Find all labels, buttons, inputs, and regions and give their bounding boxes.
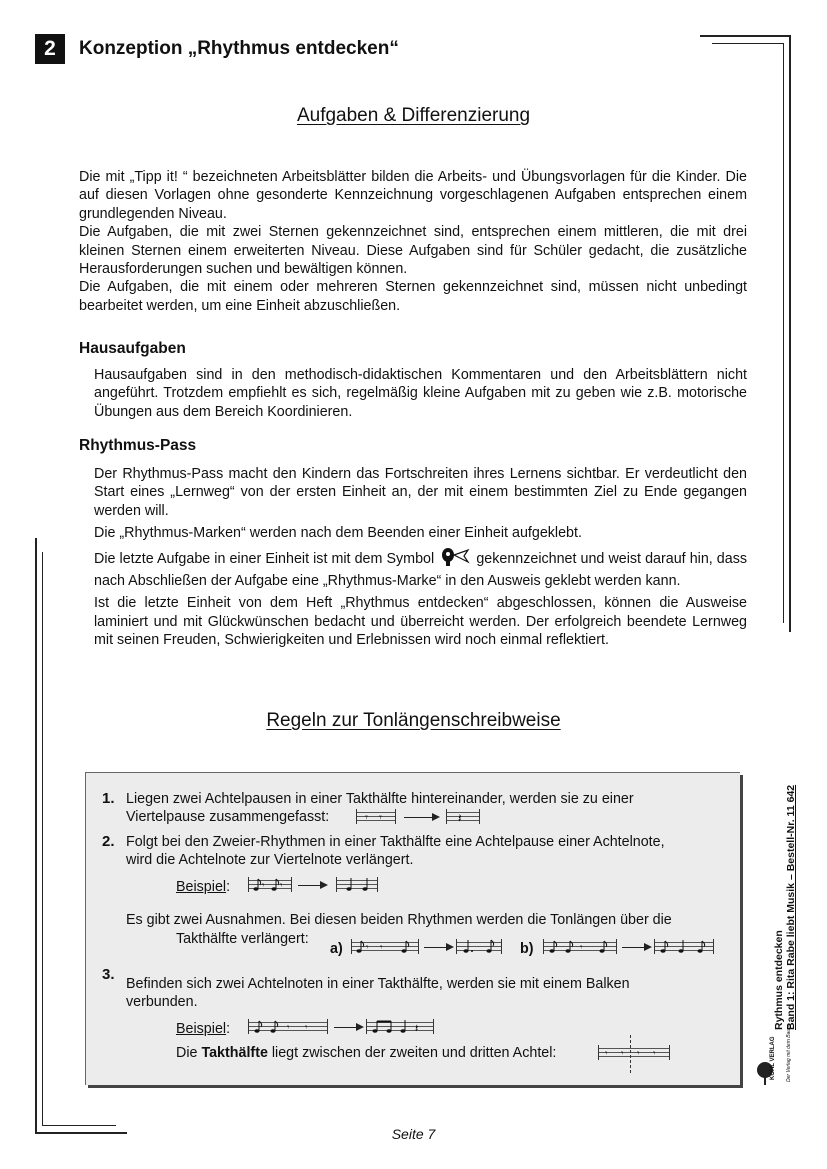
rhythm-staff-half-bar bbox=[598, 1045, 670, 1060]
frame-line-left bbox=[35, 538, 37, 1134]
pass-paragraph-3-start: Die letzte Aufgabe in einer Einheit ist mit dem Symbol bbox=[94, 550, 435, 567]
dotted-quarter-icon bbox=[457, 939, 501, 954]
example-label-1: Beispiel: bbox=[176, 879, 231, 895]
svg-text:𝄾: 𝄾 bbox=[262, 881, 265, 891]
hausaufgaben-text bbox=[94, 366, 747, 425]
beamed-eighths-icon bbox=[367, 1019, 433, 1034]
svg-text:𝄾: 𝄾 bbox=[280, 881, 283, 891]
four-eighth-rests-icon bbox=[599, 1045, 669, 1060]
chapter-number: 2 bbox=[35, 34, 65, 64]
rhythm-staff-example-2 bbox=[248, 877, 292, 892]
svg-text:𝄾: 𝄾 bbox=[637, 1049, 640, 1059]
svg-text:𝄾: 𝄾 bbox=[287, 1023, 290, 1033]
svg-text:𝄾: 𝄾 bbox=[305, 1023, 308, 1033]
section-title-aufgaben: Aufgaben & Differenzierung bbox=[296, 105, 531, 126]
frame-line-left2 bbox=[42, 552, 43, 1126]
rhythmus-marke-icon bbox=[440, 547, 470, 572]
arrow-icon bbox=[622, 947, 650, 948]
frame-line-top2 bbox=[712, 43, 784, 44]
pass-paragraph-2: Die „Rhythmus-Marken“ werden nach dem Beenden einer Einheit aufgeklebt. bbox=[94, 525, 582, 542]
rhythm-staff-exception-b bbox=[543, 939, 617, 954]
example-label-2: Beispiel: bbox=[176, 1021, 231, 1037]
exception-line-1: Es gibt zwei Ausnahmen. Bei diesen beiden Rhythmen werden die Tonlängen über die bbox=[126, 912, 672, 928]
rule-1-number: 1. bbox=[102, 790, 115, 807]
rules-box bbox=[85, 772, 740, 1085]
exception-b-label: b) bbox=[520, 941, 534, 957]
page-number: Seite 7 bbox=[391, 1126, 436, 1142]
rhythm-staff-quarter-notes bbox=[336, 877, 378, 892]
rule-3-line-1: Befinden sich zwei Achtelnoten in einer Takthälfte, werden sie mit einem Balken bbox=[126, 976, 630, 992]
exception-line-2: Takthälfte verlängert: bbox=[176, 931, 309, 947]
example-label-text: Beispiel bbox=[176, 879, 227, 895]
arrow-icon bbox=[298, 885, 326, 886]
arrow-icon bbox=[424, 947, 452, 948]
svg-text:𝄾: 𝄾 bbox=[621, 1049, 624, 1059]
pass-paragraph-4: Ist die letzte Einheit von dem Heft „Rhythmus entdecken“ abgeschlossen, können die Ausweise laminiert und mit Glückwünschen bedacht und überreicht werden. Der erfolgreich beendete Lernweg mit seinen Freuden, Schwierigkeiten und Erlebnissen wird noch einmal reflektiert. bbox=[94, 595, 747, 649]
svg-text:𝄾: 𝄾 bbox=[605, 1049, 608, 1059]
svg-text:𝄽: 𝄽 bbox=[458, 811, 462, 824]
svg-text:𝄾: 𝄾 bbox=[380, 943, 383, 953]
rule-3-line-2: verbunden. bbox=[126, 994, 198, 1010]
exception-a-label: a) bbox=[330, 941, 343, 957]
rhythm-staff-beamed bbox=[366, 1019, 434, 1034]
arrow-icon bbox=[334, 1027, 362, 1028]
svg-text:𝄾: 𝄾 bbox=[366, 943, 369, 953]
takthaelfte-bold: Takthälfte bbox=[201, 1045, 268, 1061]
quarter-notes-icon bbox=[337, 877, 377, 892]
rule-1-line-1: Liegen zwei Achtelpausen in einer Takthälfte hintereinander, werden sie zu einer bbox=[126, 791, 634, 807]
rhythm-staff-example-3 bbox=[248, 1019, 328, 1034]
intro-paragraph: Die Aufgaben, die mit einem oder mehreren Sternen gekennzeichnet sind, müssen nicht unbedingt bearbeitet werden, um eine Einheit abzuschließen. bbox=[79, 279, 747, 314]
pass-paragraph-1: Der Rhythmus-Pass macht den Kindern das Fortschreiten ihres Lernens sichtbar. Er verdeutlicht den Start eines „Lernweg“ von der ersten Einheit an, der mit einem bestimmten Ziel zu Ende gegangen werden will. bbox=[94, 466, 747, 519]
half-bar-divider bbox=[630, 1035, 631, 1073]
subheading-rhythmus-pass: Rhythmus-Pass bbox=[79, 437, 197, 454]
rhythm-staff-two-eighth-rests bbox=[356, 809, 396, 824]
eighth-notes-icon bbox=[249, 877, 291, 892]
rhythm-staff-exception-a bbox=[351, 939, 419, 954]
intro-paragraph: Die mit „Tipp it! “ bezeichneten Arbeitsblätter bilden die Arbeits- und Übungsvorlagen für die Kinder. Die auf diesen Vorlagen ohne gesonderte Kennzeichnung vorgeschlagenen Aufgaben entsprechen einem grundlegenden Niveau. bbox=[79, 169, 747, 222]
side-band: Band 1: Rita Rabe liebt Musik – Bestell-Nr. 11 642 bbox=[785, 784, 797, 1030]
takthaelfte-suffix: liegt zwischen der zweiten und dritten Achtel: bbox=[267, 1045, 557, 1061]
subheading-hausaufgaben: Hausaufgaben bbox=[79, 340, 186, 357]
rule-2-number: 2. bbox=[102, 833, 115, 850]
publisher-slogan: Der Verlag mit dem Baum bbox=[786, 1024, 792, 1082]
rhythm-staff-quarter-rest bbox=[446, 809, 480, 824]
intro-text bbox=[79, 168, 747, 315]
svg-text:𝄾: 𝄾 bbox=[653, 1049, 656, 1059]
exception-b-notes-icon bbox=[544, 939, 616, 954]
chapter-title: Konzeption „Rhythmus entdecken“ bbox=[79, 38, 399, 59]
rule-2-line-1: Folgt bei den Zweier-Rhythmen in einer Takthälfte eine Achtelpause einer Achtelnote, bbox=[126, 834, 665, 850]
rhythm-staff-exception-a-result bbox=[456, 939, 502, 954]
rule-1-line-2: Viertelpause zusammengefasst: bbox=[126, 809, 330, 825]
pass-paragraph-3 bbox=[94, 547, 747, 591]
svg-text:𝄾: 𝄾 bbox=[580, 943, 583, 953]
svg-text:𝄾: 𝄾 bbox=[379, 811, 382, 824]
example-label-text: Beispiel bbox=[176, 1021, 227, 1037]
rhythmus-pass-text bbox=[94, 465, 747, 654]
side-title: Rythmus entdecken bbox=[773, 930, 785, 1030]
section-title-regeln: Regeln zur Tonlängenschreibweise bbox=[266, 710, 561, 731]
rule-2-line-2: wird die Achtelnote zur Viertelnote verlängert. bbox=[126, 852, 414, 868]
takthaelfte-prefix: Die bbox=[176, 1045, 202, 1061]
side-imprint bbox=[773, 770, 797, 1030]
exception-a-notes-icon bbox=[352, 939, 418, 954]
arrow-icon bbox=[404, 817, 438, 818]
intro-paragraph: Die Aufgaben, die mit zwei Sternen gekennzeichnet sind, entsprechen einem mittleren, die mit drei kleinen Sternen einem erweiterten Niveau. Diese Aufgaben sind für Schüler gedacht, die zusätzliche Herausforderungen suchen und bewältigen können. bbox=[79, 224, 747, 278]
publisher-name: KOHL VERLAG bbox=[770, 1036, 776, 1080]
frame-line-right2 bbox=[783, 43, 784, 623]
rule-3-number: 3. bbox=[102, 966, 115, 983]
svg-text:𝄾: 𝄾 bbox=[365, 811, 368, 824]
pass-paragraph-3-end: gekennzeichnet und weist darauf hin, dass nach Abschließen der Aufgabe eine „Rhythmus-Marke“ in den Ausweis geklebt werden kann. bbox=[94, 550, 748, 590]
hausaufgaben-paragraph: Hausaufgaben sind in den methodisch-didaktischen Kommentaren und den Arbeitsblättern nicht angeführt. Trotzdem empfiehlt es sich, regelmäßig kleine Aufgaben mit zu geben wie z.B. motorische Übungen aus dem Bereich Koordinieren. bbox=[94, 367, 747, 420]
unbeamed-eighths-icon bbox=[249, 1019, 327, 1034]
frame-line-top bbox=[700, 35, 790, 37]
exception-b-result-icon bbox=[655, 939, 713, 954]
svg-text:𝄽: 𝄽 bbox=[415, 1022, 419, 1034]
takthaelfte-sentence bbox=[176, 1044, 556, 1062]
rhythm-staff-exception-b-result bbox=[654, 939, 714, 954]
